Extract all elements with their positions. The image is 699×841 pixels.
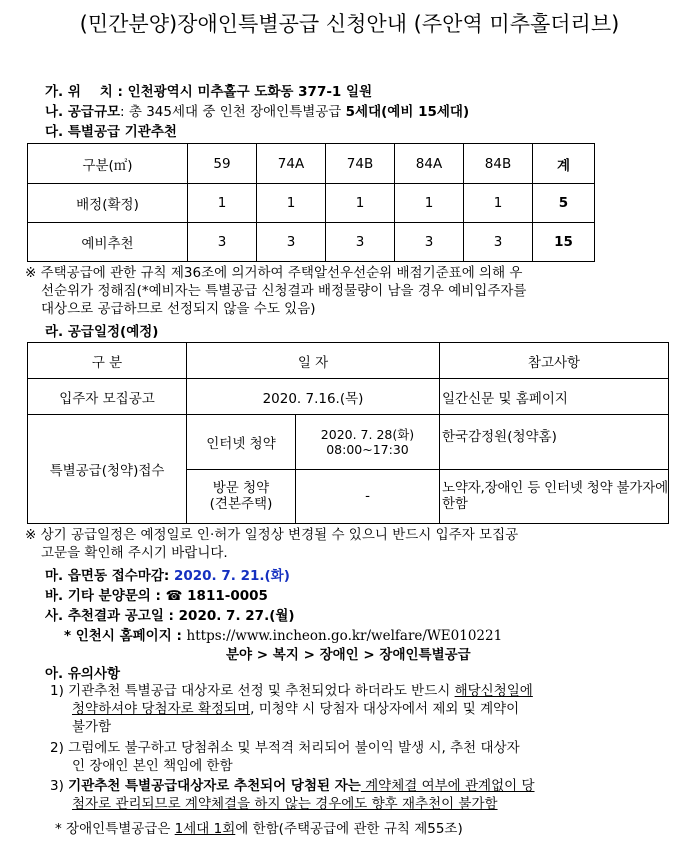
table-cell — [296, 415, 440, 469]
row-label: 배정(확정) — [28, 184, 188, 223]
table-cell: 3 — [395, 223, 464, 262]
table-cell: 3 — [326, 223, 395, 262]
caution-3 — [50, 777, 535, 813]
table-cell: 3 — [188, 223, 257, 262]
homepage-label: * 인천시 홈페이지 : — [64, 628, 187, 644]
caution-number: 1) — [50, 683, 64, 699]
caution-underline: 1세대 1회 — [174, 821, 236, 837]
caution-1 — [50, 682, 533, 736]
table-cell: 3 — [257, 223, 326, 262]
header-cell: 일 자 — [187, 343, 440, 379]
table-cell: 노약자,장애인 등 인터넷 청약 불가자에 한함 — [440, 469, 669, 523]
table-row — [28, 415, 669, 469]
header-cell: 구 분 — [28, 343, 187, 379]
caution-text: 그럼에도 불구하고 당첨취소 및 부적격 처리되어 불이익 발생 시, 추천 대상자 — [68, 740, 520, 756]
table-cell: 한국감정원(청약홈) — [440, 415, 669, 469]
homepage-line — [64, 624, 502, 644]
date-line: 2020. 7. 28(화) — [320, 427, 415, 443]
table-cell — [187, 469, 296, 523]
section-ma — [45, 564, 290, 584]
allocation-table — [27, 143, 595, 262]
page-title: (민간분양)장애인특별공급 신청안내 (주안역 미추홀더리브) — [79, 12, 620, 36]
table-cell: 1 — [326, 184, 395, 223]
header-cell: 참고사항 — [440, 343, 669, 379]
section-ba — [45, 584, 268, 604]
method-line: 방문 청약 — [212, 480, 270, 497]
table-cell: 1 — [188, 184, 257, 223]
table-cell: 일간신문 및 홈페이지 — [440, 379, 669, 415]
caution-bold: 기관추천 특별공급대상자로 추천되어 당첨된 자는 — [68, 778, 361, 794]
header-cell: 84B — [464, 144, 533, 184]
inquiry-label: 바. 기타 분양문의 : — [45, 588, 166, 604]
deadline-value: 2020. 7. 21.(화) — [173, 568, 290, 584]
row-label: 입주자 모집공고 — [28, 379, 187, 415]
row-label: 예비추천 — [28, 223, 188, 262]
section-da: 다. 특별공급 기관추천 — [45, 124, 177, 140]
header-cell: 59 — [188, 144, 257, 184]
time-line: 08:00~17:30 — [326, 442, 409, 458]
table-cell: 2020. 7.16.(목) — [187, 379, 440, 415]
note-line: 선순위가 정해짐(*예비자는 특별공급 신청결과 배정물량이 남을 경우 예비입주자를 — [41, 283, 527, 299]
section-ah: 아. 유의사항 — [45, 666, 121, 682]
table-cell: 1 — [257, 184, 326, 223]
caution-underline: 해당신청일에 — [454, 683, 533, 699]
location-value: 인천광역시 미추홀구 도화동 377-1 일원 — [127, 84, 373, 100]
table-row — [28, 223, 595, 262]
header-cell: 74B — [326, 144, 395, 184]
caution-text: 장애인특별공급은 — [61, 821, 175, 837]
note-schedule — [25, 526, 518, 562]
note-line: ※ 상기 공급일정은 예정일로 인·허가 일정상 변경될 수 있으니 반드시 입주자 모집공 — [25, 527, 519, 543]
table-cell: 인터넷 청약 — [187, 415, 296, 469]
caution-text: 불가함 — [72, 719, 112, 735]
table-row — [28, 379, 669, 415]
table-header-row — [28, 343, 669, 379]
section-na — [45, 100, 469, 120]
homepage-path: 분야 > 복지 > 장애인 > 장애인특별공급 — [226, 647, 471, 663]
header-cell: 84A — [395, 144, 464, 184]
supply-scale-text: : 총 345세대 중 인천 장애인특별공급 — [120, 104, 346, 120]
caution-2 — [50, 739, 520, 775]
caution-number: 3) — [50, 778, 64, 794]
phone-icon: ☎ — [165, 588, 183, 604]
section-sa: 사. 추천결과 공고일 : 2020. 7. 27.(월) — [45, 608, 295, 624]
caution-text: 기관추천 특별공급 대상자로 선정 및 추천되었다 하더라도 반드시 — [68, 683, 455, 699]
caution-4 — [55, 817, 463, 837]
method-line: (견본주택) — [209, 496, 273, 513]
table-cell: 3 — [464, 223, 533, 262]
star-mark: * — [55, 821, 62, 837]
section-ra: 라. 공급일정(예정) — [45, 324, 159, 340]
header-cell: 구분(㎡) — [28, 144, 188, 184]
schedule-table — [27, 342, 669, 524]
caution-number: 2) — [50, 740, 64, 756]
caution-underline: 청약하셔야 당첨자로 확정되며 — [72, 701, 251, 717]
header-cell: 74A — [257, 144, 326, 184]
note-line: 고문을 확인해 주시기 바랍니다. — [41, 545, 228, 561]
table-row — [28, 184, 595, 223]
caution-underline: 계약체결 여부에 관계없이 당 — [360, 778, 535, 794]
table-cell: 1 — [395, 184, 464, 223]
table-cell-total: 5 — [533, 184, 595, 223]
note-line: ※ 주택공급에 관한 규칙 제36조에 의거하여 주택알선우선순위 배점기준표에 의해 우 — [25, 265, 523, 281]
caution-text: 에 한함(주택공급에 관한 규칙 제55조) — [235, 821, 463, 837]
caution-text: 인 장애인 본인 책임에 한함 — [72, 758, 233, 774]
caution-underline: 첨자로 관리되므로 계약체결을 하지 않는 경우에도 향후 재추천이 불가함 — [72, 796, 498, 812]
homepage-url[interactable]: https://www.incheon.go.kr/welfare/WE010221 — [186, 628, 503, 644]
table-cell: - — [296, 469, 440, 523]
row-label: 특별공급(청약)접수 — [28, 415, 187, 524]
table-cell-total: 15 — [533, 223, 595, 262]
location-label: 가. 위 치 : — [45, 84, 123, 100]
supply-scale-count: 5세대(예비 15세대) — [345, 104, 470, 120]
table-cell: 1 — [464, 184, 533, 223]
header-cell-total: 계 — [533, 144, 595, 184]
deadline-label: 마. 읍면동 접수마감: — [45, 568, 174, 584]
table-header-row — [28, 144, 595, 184]
note-line: 대상으로 공급하므로 선정되지 않을 수도 있음) — [41, 301, 316, 317]
note-priority — [25, 264, 526, 318]
section-ga — [45, 80, 372, 100]
inquiry-phone: 1811-0005 — [182, 588, 268, 604]
supply-scale-label: 나. 공급규모 — [45, 104, 121, 120]
caution-text: , 미청약 시 당첨자 대상자에서 제외 및 계약이 — [250, 701, 520, 717]
